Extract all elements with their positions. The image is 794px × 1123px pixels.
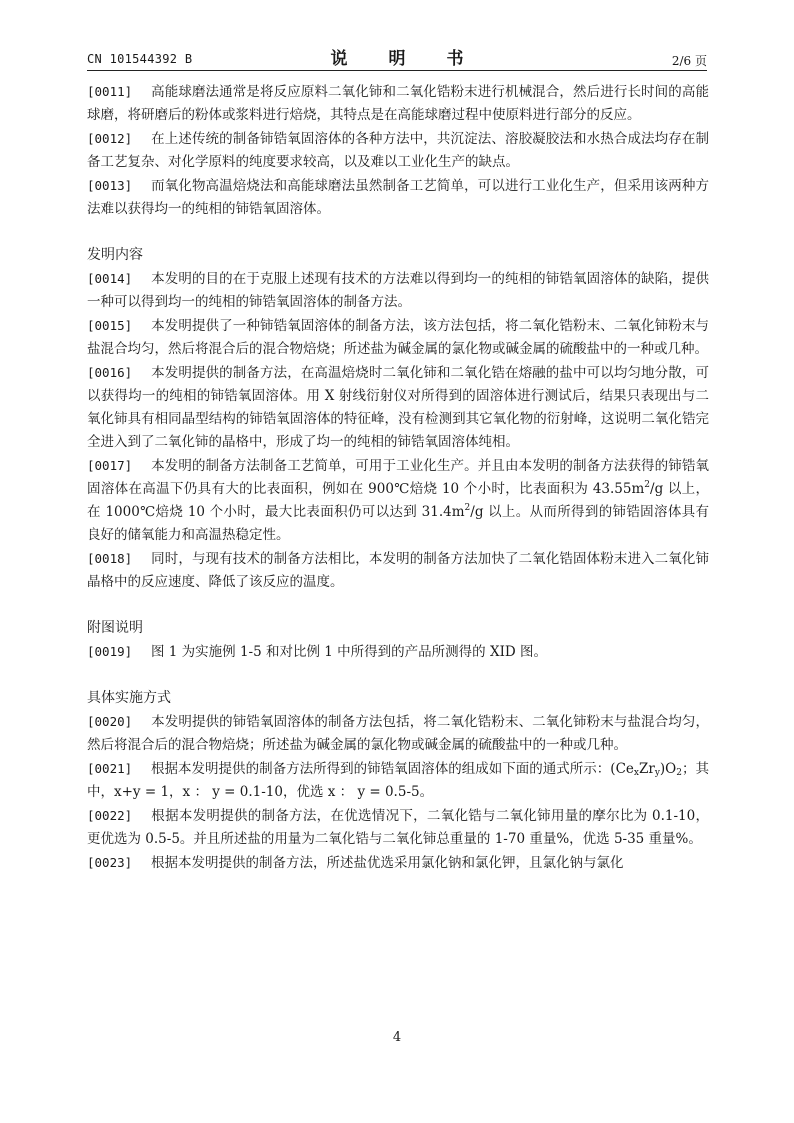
paragraph-text: 根据本发明提供的制备方法所得到的铈锆氧固溶体的组成如下面的通式所示：(Ce xyxy=(151,761,634,777)
paragraph-number: [0014] xyxy=(87,271,133,286)
paragraph-0012 xyxy=(87,127,709,174)
paragraph-0021 xyxy=(87,757,709,804)
paragraph-0019 xyxy=(87,640,709,664)
paragraph-text: /g 以上。从而所得到的铈锆固溶体具有良好的储氧能力和高温热稳定性。 xyxy=(87,504,709,543)
paragraph-number: [0015] xyxy=(87,318,133,333)
paragraph-text: /g 以上，在 1000℃焙烧 10 个小时，最大比表面积仍可以达到 31.4m xyxy=(87,481,709,520)
paragraph-text: 本发明的目的在于克服上述现有技术的方法难以得到均一的纯相的铈锆氧固溶体的缺陷，提供一种可以得到均一的纯相的铈锆氧固溶体的制备方法。 xyxy=(87,271,709,310)
page-info: 2/6 页 xyxy=(671,54,707,68)
paragraph-text: 高能球磨法通常是将反应原料二氧化铈和二氧化锆粉末进行机械混合，然后进行长时间的高能球磨，将研磨后的粉体或浆料进行焙烧，其特点是在高能球磨过程中使原料进行部分的反应。 xyxy=(87,84,709,123)
paragraph-number: [0011] xyxy=(87,84,133,99)
paragraph-number: [0021] xyxy=(87,761,133,776)
paragraph-text: 根据本发明提供的制备方法，在优选情况下，二氧化锆与二氧化铈用量的摩尔比为 0.1-10，更优选为 0.5-5。并且所述盐的用量为二氧化锆与二氧化铈总重量的 1-70 重量%，优选 5-35 重量%。 xyxy=(87,808,709,847)
paragraph-0014 xyxy=(87,267,709,314)
paragraph-text: 同时，与现有技术的制备方法相比，本发明的制备方法加快了二氧化锆固体粉末进入二氧化铈晶格中的反应速度、降低了该反应的温度。 xyxy=(87,551,709,590)
header-rule xyxy=(87,70,707,71)
paragraph-number: [0019] xyxy=(87,644,133,659)
paragraph-text: 本发明提供了一种铈锆氧固溶体的制备方法，该方法包括，将二氧化锆粉末、二氧化铈粉末与盐混合均匀，然后将混合后的混合物焙烧；所述盐为碱金属的氯化物或碱金属的硫酸盐中的一种或几种。 xyxy=(87,318,709,357)
formula-text: )O xyxy=(659,761,677,777)
paragraph-0022 xyxy=(87,804,709,851)
paragraph-number: [0018] xyxy=(87,551,133,566)
section-heading-embodiments: 具体实施方式 xyxy=(87,690,171,706)
paragraph-number: [0012] xyxy=(87,131,133,146)
section-heading-drawings: 附图说明 xyxy=(87,620,143,636)
subscript: y xyxy=(654,768,660,778)
spacer xyxy=(87,594,709,617)
document-body xyxy=(87,80,709,875)
subscript: 2 xyxy=(676,768,682,778)
paragraph-0018 xyxy=(87,547,709,594)
paragraph-text: ；其中，x+y = 1，x ： y = 0.1-10，优选 x ： y = 0.5-5。 xyxy=(87,761,709,800)
paragraph-0013 xyxy=(87,174,709,221)
paragraph-text: 根据本发明提供的制备方法，所述盐优选采用氯化钠和氯化钾，且氯化钠与氯化 xyxy=(151,855,624,871)
superscript: 2 xyxy=(464,503,471,513)
document-title: 说 明 书 xyxy=(330,49,476,69)
paragraph-text: 图 1 为实施例 1-5 和对比例 1 中所得到的产品所测得的 XID 图。 xyxy=(151,644,548,660)
page-header xyxy=(87,44,707,68)
paragraph-text: 本发明提供的铈锆氧固溶体的制备方法包括，将二氧化锆粉末、二氧化铈粉末与盐混合均匀，然后将混合后的混合物焙烧；所述盐为碱金属的氯化物或碱金属的硫酸盐中的一种或几种。 xyxy=(87,714,709,753)
spacer xyxy=(87,221,709,244)
paragraph-0020 xyxy=(87,710,709,757)
superscript: 2 xyxy=(644,480,651,490)
paragraph-number: [0016] xyxy=(87,365,133,380)
paragraph-text: 而氧化物高温焙烧法和高能球磨法虽然制备工艺简单，可以进行工业化生产，但采用该两种方法难以获得均一的纯相的铈锆氧固溶体。 xyxy=(87,178,709,217)
patent-number: CN 101544392 B xyxy=(87,52,193,66)
paragraph-text: 在上述传统的制备铈锆氧固溶体的各种方法中，共沉淀法、溶胶凝胶法和水热合成法均存在制备工艺复杂、对化学原料的纯度要求较高，以及难以工业化生产的缺点。 xyxy=(87,131,709,170)
paragraph-number: [0023] xyxy=(87,855,133,870)
paragraph-number: [0017] xyxy=(87,458,133,473)
paragraph-number: [0020] xyxy=(87,714,133,729)
paragraph-0015 xyxy=(87,314,709,361)
subscript: x xyxy=(633,768,639,778)
paragraph-number: [0013] xyxy=(87,178,133,193)
paragraph-number: [0022] xyxy=(87,808,133,823)
formula-text: Zr xyxy=(638,761,655,777)
section-heading-summary: 发明内容 xyxy=(87,247,143,263)
spacer xyxy=(87,664,709,687)
paragraph-0016 xyxy=(87,361,709,454)
page-number: 4 xyxy=(392,1030,402,1045)
paragraph-0011 xyxy=(87,80,709,127)
paragraph-0017 xyxy=(87,454,709,547)
paragraph-text: 本发明提供的制备方法，在高温焙烧时二氧化铈和二氧化锆在熔融的盐中可以均匀地分散，可以获得均一的纯相的铈锆氧固溶体。用 X 射线衍射仪对所得到的固溶体进行测试后，结果只表现出与二氧化铈具有相同晶型结构的铈锆氧固溶体的特征峰，没有检测到其它氧化物的衍射峰，这说明二氧化锆完全进入到了二氧化铈的晶格中，形成了均一的纯相的铈锆氧固溶体纯相。 xyxy=(87,365,709,450)
paragraph-0023 xyxy=(87,851,709,875)
paragraph-text: 本发明的制备方法制备工艺简单，可用于工业化生产。并且由本发明的制备方法获得的铈锆氧固溶体在高温下仍具有大的比表面积，例如在 900℃焙烧 10 个小时，比表面积为 43.55m xyxy=(87,458,709,497)
